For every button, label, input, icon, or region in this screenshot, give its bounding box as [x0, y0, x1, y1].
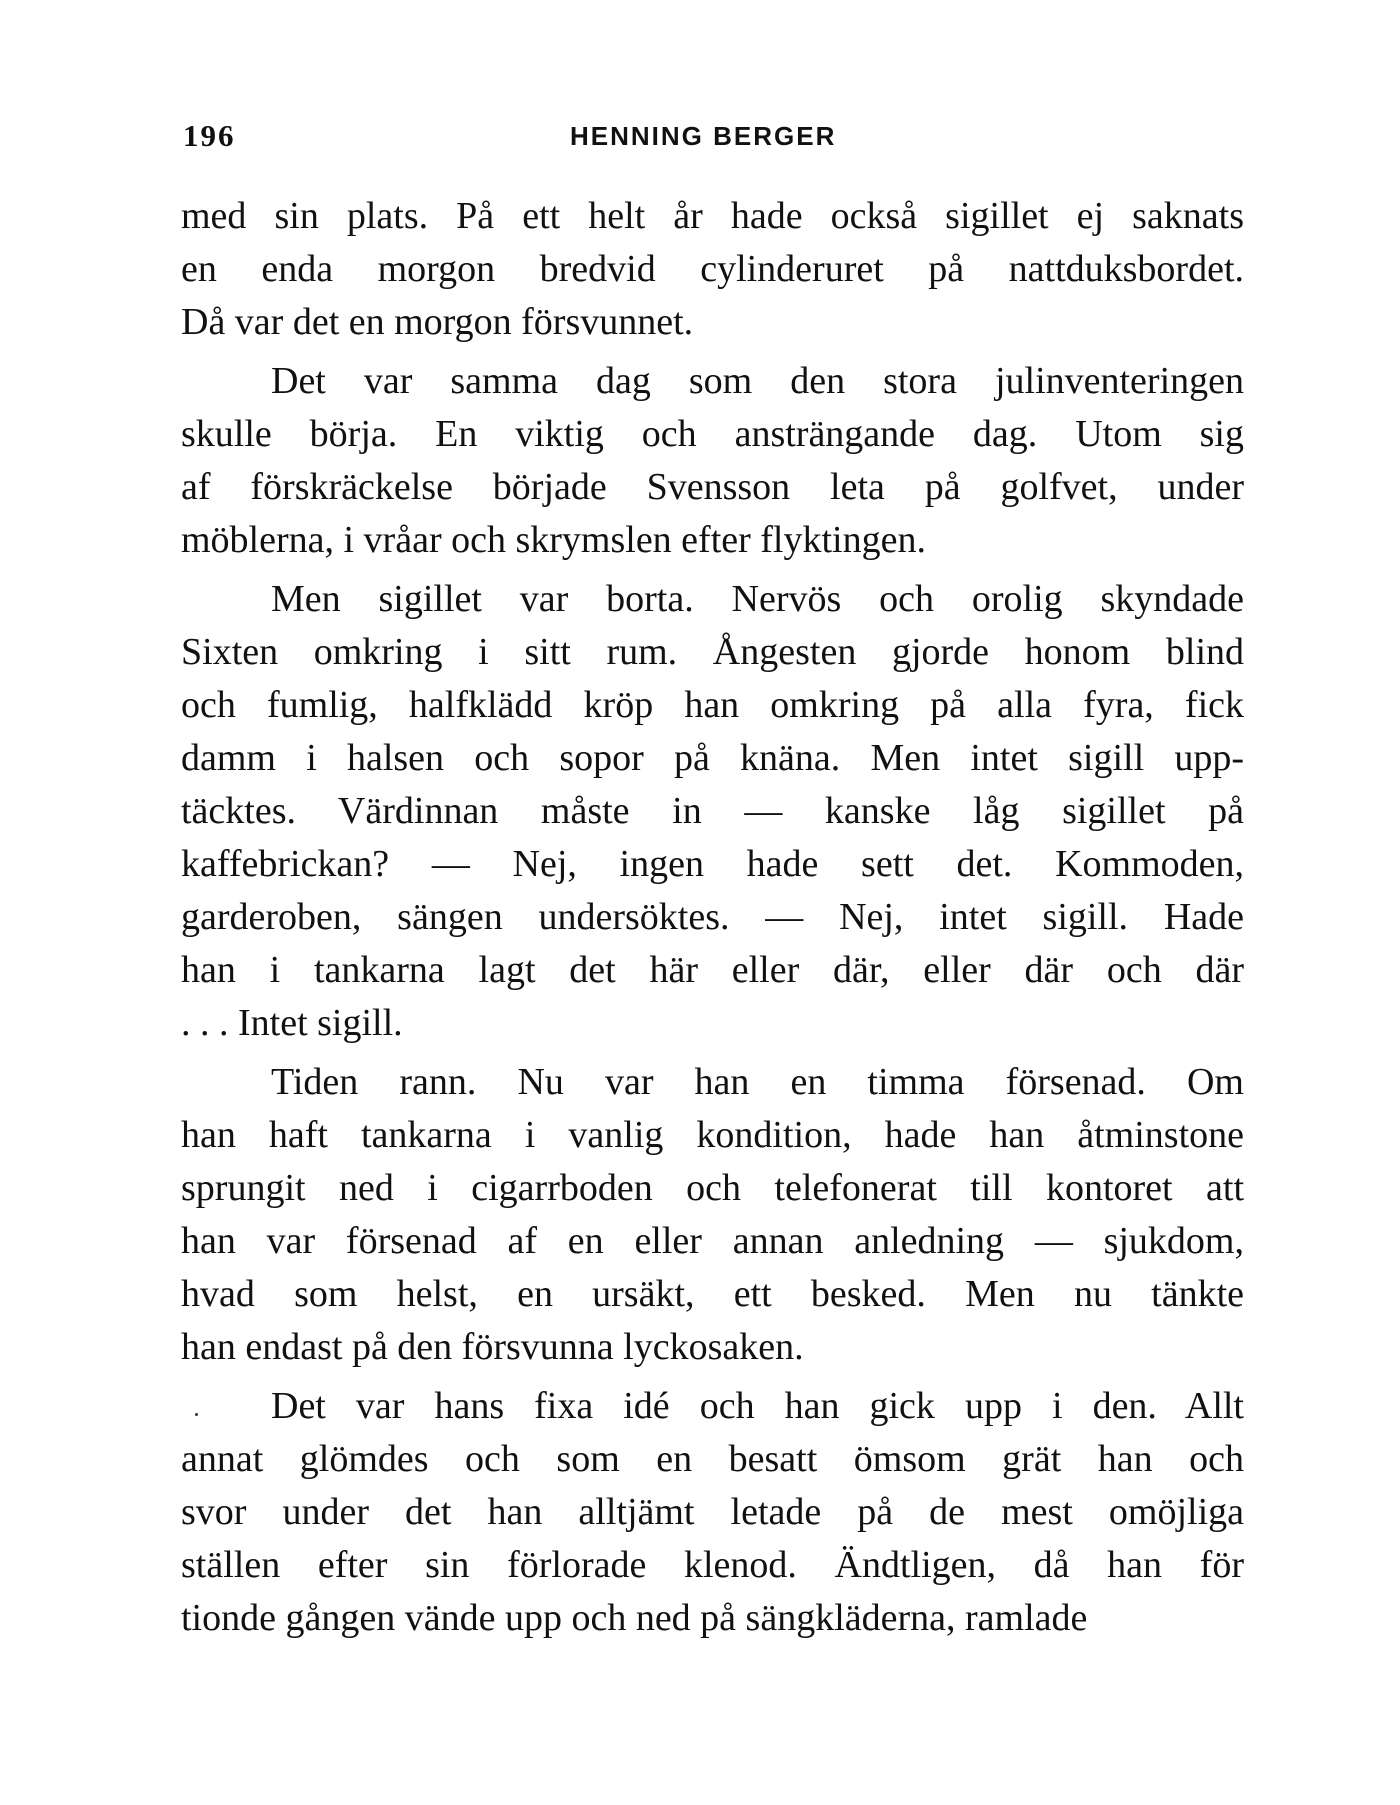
text-line: Men sigillet var borta. Nervös och orolig skyndade: [271, 578, 1244, 620]
text-line: med sin plats. På ett helt år hade också sigillet ej saknats: [181, 195, 1244, 237]
text-line: täcktes. Värdinnan måste in — kanske låg sigillet på: [181, 790, 1244, 832]
running-head: HENNING BERGER: [570, 121, 837, 151]
text-line: tionde gången vände upp och ned på sängkläderna, ramlade: [181, 1597, 1088, 1639]
text-line: möblerna, i vråar och skrymslen efter flyktingen.: [181, 519, 926, 561]
print-speck: [195, 1413, 198, 1416]
text-line: annat glömdes och som en besatt ömsom grät han och: [181, 1438, 1244, 1480]
text-line: ställen efter sin förlorade klenod. Ändtligen, då han för: [181, 1544, 1244, 1586]
text-line: . . . Intet sigill.: [181, 1002, 403, 1044]
paragraph: [181, 190, 1244, 349]
text-line: af förskräckelse började Svensson leta på golfvet, under: [181, 466, 1244, 508]
paragraph: [181, 573, 1244, 1050]
text-line: damm i halsen och sopor på knäna. Men intet sigill upp-: [181, 737, 1244, 779]
text-line: sprungit ned i cigarrboden och telefonerat till kontoret att: [181, 1167, 1244, 1209]
page-number: 196: [183, 118, 236, 153]
text-line: skulle börja. En viktig och ansträngande dag. Utom sig: [181, 413, 1244, 455]
text-line: hvad som helst, en ursäkt, ett besked. Men nu tänkte: [181, 1273, 1244, 1315]
text-line: Det var hans fixa idé och han gick upp i den. Allt: [271, 1385, 1244, 1427]
text-line: han haft tankarna i vanlig kondition, hade han åtminstone: [181, 1114, 1244, 1156]
text-line: en enda morgon bredvid cylinderuret på nattduksbordet.: [181, 248, 1244, 290]
paragraph: [181, 355, 1244, 567]
text-line: han endast på den försvunna lyckosaken.: [181, 1326, 804, 1368]
text-line: Då var det en morgon försvunnet.: [181, 301, 694, 343]
body-text: [181, 190, 1244, 1645]
text-line: kaffebrickan? — Nej, ingen hade sett det. Kommoden,: [181, 843, 1244, 885]
text-line: svor under det han alltjämt letade på de mest omöjliga: [181, 1491, 1244, 1533]
text-line: Sixten omkring i sitt rum. Ångesten gjorde honom blind: [181, 631, 1244, 673]
text-line: han i tankarna lagt det här eller där, eller där och där: [181, 949, 1244, 991]
paragraph: [181, 1380, 1244, 1645]
paragraph: [181, 1056, 1244, 1374]
text-line: och fumlig, halfklädd kröp han omkring på alla fyra, fick: [181, 684, 1244, 726]
text-line: han var försenad af en eller annan anledning — sjukdom,: [181, 1220, 1244, 1262]
text-line: Tiden rann. Nu var han en timma försenad. Om: [271, 1061, 1244, 1103]
text-line: Det var samma dag som den stora julinventeringen: [271, 360, 1244, 402]
text-line: garderoben, sängen undersöktes. — Nej, intet sigill. Hade: [181, 896, 1244, 938]
